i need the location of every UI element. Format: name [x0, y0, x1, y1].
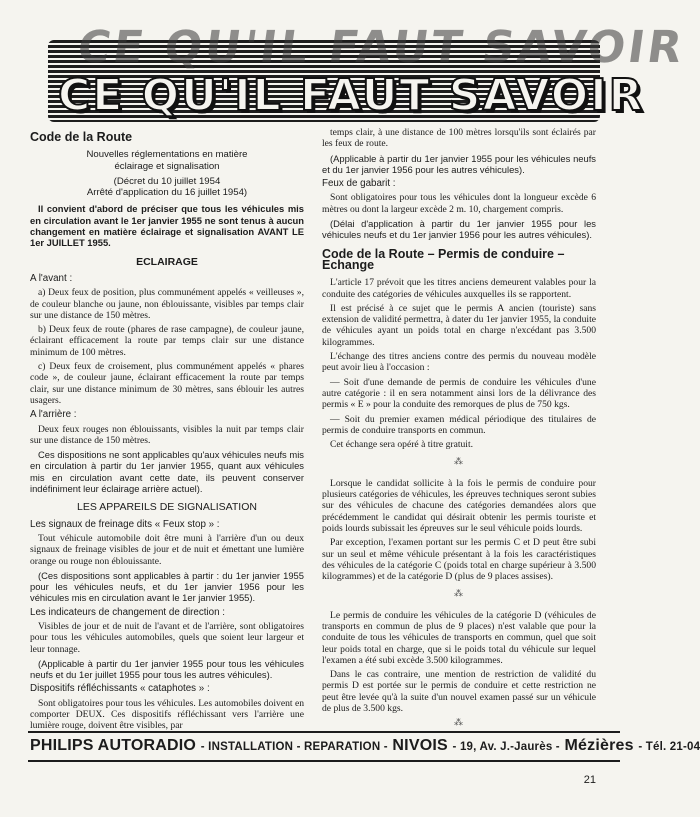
arriere-heading: A l'arrière : — [30, 409, 77, 421]
footer-address: - 19, Av. J.-Jaurès - — [452, 741, 560, 753]
feux-stop-heading: Les signaux de freinage dits « Feux stop » : — [30, 518, 220, 530]
paragraph-contraire: Dans le cas contraire, une mention de restriction de validité du permis D est portée sur le permis de conduire et cette restriction ne peut être levée qu'à la suite d'un nouvel examen passé sur un véhicule de plus de 3.500 kgs. — [322, 669, 596, 715]
decree-date: (Décret du 10 juillet 1954 — [113, 175, 221, 187]
paragraph-stop-note: (Ces dispositions sont applicables à partir : du 1er janvier 1955 pour les véhicules neufs, et du 1er janvier 1956 pour les véhicules mis en circulation avant le 1er janvier 1955). — [30, 569, 304, 604]
left-column — [30, 130, 304, 735]
footer-rule-bottom — [28, 760, 620, 762]
paragraph-exception: Par exception, l'examen portant sur les permis C et D peut être subi sur un seul et même véhicule présentant à la fois les caractéristiques des véhicules de la catégorie C (poids total en charge supérieur à 3.500 kilogrammes) et de la catégorie D (plus de 9 places assises). — [322, 537, 596, 583]
banner-title: CE QU'IL FAUT SAVOIR — [58, 70, 645, 121]
paragraph-cataphotes: Sont obligatoires pour tous les véhicules. Les automobiles doivent en comporter DEUX. Ces dispositifs réfléchissant vers l'arrière une lumière rouge, doivent être visibles, par — [30, 697, 304, 732]
separator-stars-3: ⁂ — [454, 717, 464, 728]
gabarit-heading: Feux de gabarit : — [322, 178, 396, 190]
footer-advert — [30, 737, 700, 755]
paragraph-precise: Il est précisé à ce sujet que le permis A ancien (touriste) sans extension de validité permettra, à dater du 1er janvier 1955, la conduite de véhicules ayant un poids total en charge n'excédant pas 3.500 kilogrammes. — [322, 302, 596, 348]
footer-city: Mézières — [564, 737, 634, 754]
paragraph-c: c) Deux feux de croisement, plus communément appelés « phares code », de couleur jaune, éclairant efficacement la route par temps clair, sur une distance minimum de 30 mètres, sans éblouir les autres usagers. — [30, 361, 304, 406]
section-heading-permis: Code de la Route – Permis de conduire – Echange — [322, 246, 565, 272]
footer-company: NIVOIS — [392, 737, 448, 754]
paragraph-gabarit-note: (Délai d'application à partir du 1er janvier 1955 pour les véhicules neufs et du 1er janvier 1956 pour les autres véhicules). — [322, 218, 596, 241]
paragraph-article: L'article 17 prévoit que les titres anciens demeurent valables pour la conduite des catégories de véhicules auxquelles ils se rapportent. — [322, 277, 596, 300]
indicateurs-heading: Les indicateurs de changement de direction : — [30, 606, 225, 618]
paragraph-arriere: Deux feux rouges non éblouissants, visibles la nuit par temps clair sur une distance de 150 mètres. — [30, 423, 304, 446]
paragraph-echange: L'échange des titres anciens contre des permis du nouveau modèle peut avoir lieu à l'occasion : — [322, 351, 596, 374]
paragraph-indicateurs: Visibles de jour et de nuit de l'avant et de l'arrière, sont obligatoires pour tous les véhicules automobiles, quels que soient leur largeur et leur tonnage. — [30, 620, 304, 655]
separator-stars-1: ⁂ — [454, 456, 464, 467]
paragraph-candidat: Lorsque le candidat sollicite à la fois le permis de conduire pour plusieurs catégories de véhicules, les épreuves techniques seront subies sur des véhicules de chacune des catégories demandées alors que précédemment le candidat qui désirait obtenir les permis touriste et poids lourds subissait les épreuves sur le seul véhicule poids lourds. — [322, 477, 596, 534]
paragraph-a: a) Deux feux de position, plus communément appelés « veilleuses », de couleur blanche ou jaune, non éblouissante, visibles par temps clair sur une distance de 150 mètres. — [30, 287, 304, 321]
paragraph-stop: Tout véhicule automobile doit être muni à l'arrière d'un ou deux signaux de freinage visibles de jour et de nuit et émettant une lumière orange ou rouge non éblouissante. — [30, 532, 304, 567]
paragraph-dash-2: — Soit du premier examen médical périodique des titulaires de permis de conduire transports en commun. — [322, 413, 596, 436]
separator-stars-2: ⁂ — [454, 588, 464, 599]
footer-phone: - Tél. 21-04 — [638, 741, 700, 753]
arrete-date: Arrêté d'application du 16 juillet 1954) — [86, 187, 248, 199]
paragraph-continued: temps clair, à une distance de 100 mètres lorsqu'ils sont éclairés par les feux de route. — [322, 127, 596, 150]
paragraph-dispositions: Ces dispositions ne sont applicables qu'aux véhicules neufs mis en circulation à partir du 1er janvier 1955, quant aux véhicules mis en circulation avant cette date, ils peuvent conserver indéfiniment leur éclairage arrière actuel). — [30, 449, 304, 495]
cataphotes-heading: Dispositifs réfléchissants « cataphotes » : — [30, 683, 210, 695]
footer-rule-top — [28, 731, 620, 733]
page-number: 21 — [583, 774, 596, 786]
footer-services: - INSTALLATION - REPARATION - — [200, 741, 388, 753]
signalisation-heading: LES APPAREILS DE SIGNALISATION — [77, 501, 257, 514]
paragraph-dash-1: — Soit d'une demande de permis de conduire les véhicules d'une autre catégorie : il en sera notamment ainsi lors de la délivrance des permis « E » pour la conduite des remorques de plus de 750 kgs. — [322, 376, 596, 411]
intro-paragraph: Il convient d'abord de préciser que tous les véhicules mis en circulation avant le 1er janvier 1955 ne sont tenus à aucun changement en matière éclairage et signalisation AVANT LE 1er JUILLET 1955. — [30, 203, 304, 249]
paragraph-b: b) Deux feux de route (phares de rase campagne), de couleur jaune, éclairant efficacement la route par temps clair sur une distance minimum de 100 mètres. — [30, 324, 304, 358]
paragraph-gabarit: Sont obligatoires pour tous les véhicules dont la longueur excède 6 mètres ou dont la largeur excède 2 m. 10, chargement compris. — [322, 192, 596, 215]
paragraph-continued-note: (Applicable à partir du 1er janvier 1955 pour les véhicules neufs et du 1er janvier 1956 pour les autres véhicules). — [322, 152, 596, 175]
paragraph-permis-d: Le permis de conduire les véhicules de la catégorie D (véhicules de transports en commun de plus de 9 places) n'est valable que pour la conduite de tous les véhicules de transports en commun, quel que soit leur poids total en charge, que si le poids total du véhicule sur lequel l'examen a été subi excède 3.500 kilogrammes. — [322, 609, 596, 666]
subtitle-line-2: éclairage et signalisation — [114, 160, 220, 172]
paragraph-indicateurs-note: (Applicable à partir du 1er janvier 1955 pour tous les véhicules neufs et du 1er juillet 1955 pour tous les autres véhicules). — [30, 657, 304, 681]
right-column — [322, 127, 596, 731]
banner-shadow-title: CE QU'IL FAUT SAVOIR — [74, 22, 689, 73]
subtitle-line-1: Nouvelles réglementations en matière — [86, 149, 248, 161]
paragraph-opere: Cet échange sera opéré à titre gratuit. — [330, 439, 474, 451]
footer-brand: PHILIPS AUTORADIO — [30, 737, 197, 754]
eclairage-heading: ECLAIRAGE — [136, 255, 198, 268]
avant-heading: A l'avant : — [30, 272, 73, 284]
section-heading-code-route: Code de la Route — [30, 130, 133, 144]
